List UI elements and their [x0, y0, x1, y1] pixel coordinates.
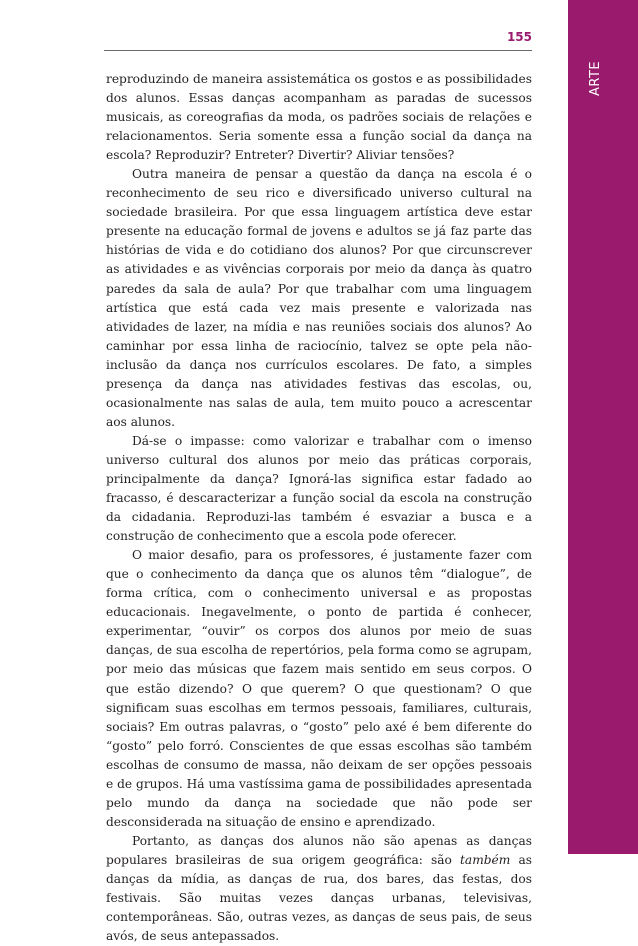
paragraph-1: reproduzindo de maneira assistemática os gostos e as possibilidades dos alunos. Essas danças acompanham as paradas de sucessos musicais, as coreografias da moda, os padrões sociais de relações e relacionamentos. Seria somente essa a função social da dança na escola? Reproduzir? Entreter? Divertir? Aliviar tensões? [106, 72, 532, 163]
paragraph-5-emphasis: também [460, 852, 511, 867]
paragraph-5 [106, 832, 532, 946]
section-sidebar [568, 0, 638, 854]
header-rule [104, 50, 532, 51]
paragraph-5-end: as danças da mídia, as danças de rua, dos bares, das festas, dos festivais. São muitas vezes danças urbanas, televisivas, contemporâneas. São, outras vezes, as danças de seus pais, de seus avós, de seus antepassados. [106, 852, 532, 944]
body-text [106, 70, 532, 946]
page-number: 155 [506, 30, 532, 44]
paragraph-4: O maior desafio, para os professores, é justamente fazer com que o conhecimento da dança que os alunos têm “dialogue”, de forma crítica, com o conhecimento universal e as propostas educacionais. Inegavelmente, o ponto de partida é conhecer, experimentar, “ouvir” os corpos dos alunos por meio de suas danças, de sua escolha de repertórios, pela forma como se agrupam, por meio das músicas que fazem mais sentido em seus corpos. O que estão dizendo? O que querem? O que questionam? O que significam suas escolhas em termos pessoais, familiares, culturais, sociais? Em outras palavras, o “gosto” pelo axé é bem diferente do “gosto” pelo forró. Conscientes de que essas escolhas são também escolhas de consumo de massa, não deixam de ser opções pessoais e de grupos. Há uma vastíssima gama de possibilidades apresentada pelo mundo da dança na sociedade que não pode ser desconsiderada na situação de ensino e aprendizado. [106, 548, 532, 829]
paragraph-2: Outra maneira de pensar a questão da dança na escola é o reconhecimento de seu rico e diversificado universo cultural na sociedade brasileira. Por que essa linguagem artística deve estar presente na educação formal de jovens e adultos se já faz parte das histórias de vida e do cotidiano dos alunos? Por que circunscrever as atividades e as vivências corporais por meio da dança às quatro paredes da sala de aula? Por que trabalhar com uma linguagem artística que está cada vez mais presente e valorizada nas atividades de lazer, na mídia e nas reuniões sociais dos alunos? Ao caminhar por essa linha de raciocínio, talvez se opte pela não-inclusão da dança nos currículos escolares. De fato, a simples presença da dança nas atividades festivas das escolas, ou, ocasionalmente nas salas de aula, tem muito pouco a acrescentar aos alunos. [106, 167, 532, 429]
section-label: ARTE [588, 60, 603, 96]
paragraph-3: Dá-se o impasse: como valorizar e trabalhar com o imenso universo cultural dos alunos por meio das práticas corporais, principalmente da dança? Ignorá-las significa estar fadado ao fracasso, é descaracterizar a função social da escola na construção da cidadania. Reproduzi-las também é esvaziar a busca e a construção de conhecimento que a escola pode oferecer. [106, 433, 532, 544]
paragraph-5-start: Portanto, as danças dos alunos não são apenas as danças populares brasileiras de sua origem geográfica: são [106, 833, 532, 867]
